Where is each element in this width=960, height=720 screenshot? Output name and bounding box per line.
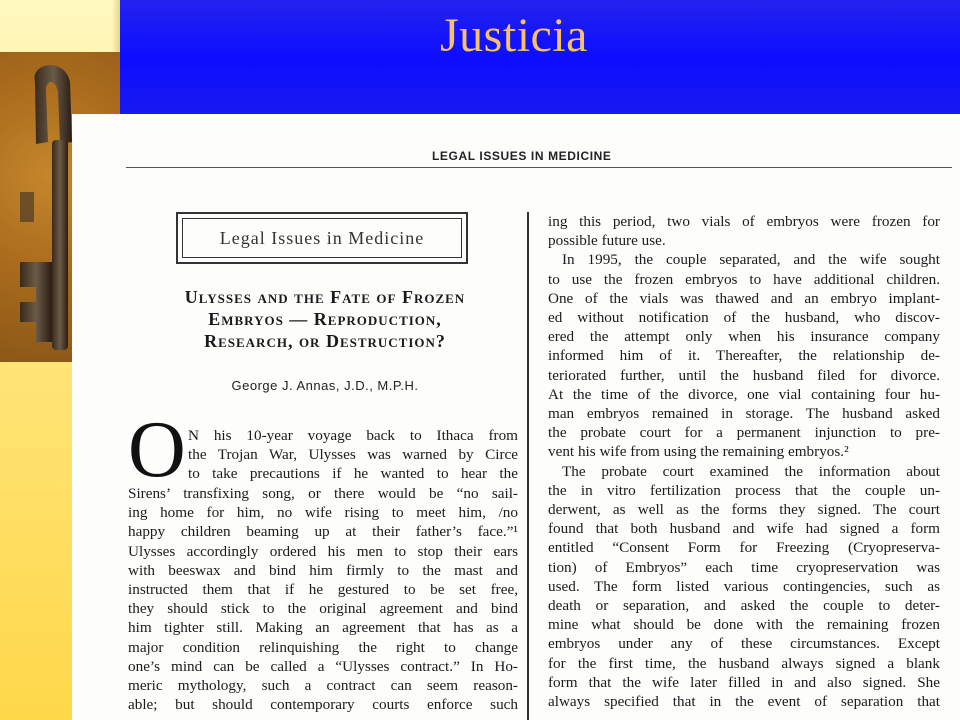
text-line: possible future use. [548, 232, 666, 250]
right-column-text [548, 212, 940, 711]
text-line: used. The form listed various contingencies, such as [548, 577, 940, 595]
text-line: At the time of the divorce, one vial containing four hu- [548, 385, 940, 403]
text-line: ed without notification of the husband, who discov- [548, 309, 940, 327]
masthead-label: Legal Issues in Medicine [182, 218, 462, 258]
text-line: found that both husband and wife had signed a form [548, 520, 940, 538]
text-line: ered the attempt only when his insurance company [548, 328, 940, 346]
text-line: always specified that in the event of separation that [548, 693, 940, 711]
text-line: for the first time, the husband always signed a blank [548, 654, 940, 672]
text-line: tion) of Embryos” each time cryopreservation was [548, 558, 940, 576]
text-line: form that the wife later filled in and also signed. She [548, 673, 940, 691]
text-line: death or separation, and asked the couple to deter- [548, 597, 940, 615]
text-line: him tighter still. Making an agreement that has as a [128, 619, 518, 637]
text-line: derwent, as well as the forms they signed. The court [548, 501, 940, 519]
text-line: man embryos remained in storage. The husband asked [548, 405, 940, 423]
slide-title: Justicia [440, 9, 588, 62]
left-column-text [128, 484, 518, 714]
running-head: LEGAL ISSUES IN MEDICINE [432, 149, 612, 163]
title-line: Research, or Destruction? [204, 331, 446, 351]
left-column-indented-text [188, 426, 518, 484]
text-line: they should stick to the original agreement and bind [128, 600, 518, 618]
text-line: one’s mind can be called a “Ulysses contract.” In Ho- [128, 657, 518, 675]
text-line: The probate court examined the information about [562, 462, 940, 480]
header-rule [126, 167, 952, 168]
text-line: One of the vials was thawed and an embryo implant- [548, 289, 940, 307]
text-line: entitled “Consent Form for Freezing (Cryopreserva- [548, 539, 940, 557]
text-line: ing this period, two vials of embryos were frozen for [548, 213, 940, 230]
text-line: In 1995, the couple separated, and the wife sought [562, 251, 940, 269]
column-rule [527, 212, 529, 720]
article-title [130, 286, 520, 352]
title-line: Embryos — Reproduction, [208, 309, 442, 329]
text-line: the in vitro fertilization process that the couple un- [548, 481, 940, 499]
text-line: major condition relinquishing the right to change [128, 638, 518, 656]
text-line: the probate court for a permanent injunction to pre- [548, 424, 940, 442]
article-author: George J. Annas, J.D., M.P.H. [231, 378, 419, 393]
text-line: instructed them that if he gestured to be set free, [128, 581, 518, 599]
text-line: vent his wife from using the remaining embryos.² [548, 443, 849, 461]
text-line: with beeswax and bind him firmly to the mast and [128, 561, 518, 579]
text-line: Ulysses accordingly ordered his men to stop their ears [128, 542, 518, 560]
drop-cap: O [128, 406, 186, 494]
text-line: teriorated further, until the husband filed for divorce. [548, 366, 940, 384]
text-line: to take precautions if he wanted to hear the [188, 465, 518, 483]
text-line: to use the frozen embryos to have additional children. [548, 270, 940, 288]
section-masthead [176, 212, 468, 264]
text-line: N his 10-year voyage back to Ithaca from [188, 427, 518, 444]
text-line: Sirens’ transfixing song, or there would be “no sail- [128, 485, 518, 502]
text-line: embryos under any of these circumstances. Except [548, 635, 940, 653]
text-line: mine what should be done with the remaining frozen [548, 616, 940, 634]
text-line: the Trojan War, Ulysses was warned by Circe [188, 446, 518, 464]
text-line: ing home for him, no wife rising to meet him, /no [128, 504, 518, 522]
text-line: informed him of it. Thereafter, the relationship de- [548, 347, 940, 365]
title-line: Ulysses and the Fate of Frozen [184, 287, 466, 307]
text-line: happy children beaming up at their father’s face.”¹ [128, 523, 518, 541]
text-line: able; but should contemporary courts enforce such [128, 696, 518, 714]
text-line: meric mythology, such a contract can seem reason- [128, 677, 518, 695]
